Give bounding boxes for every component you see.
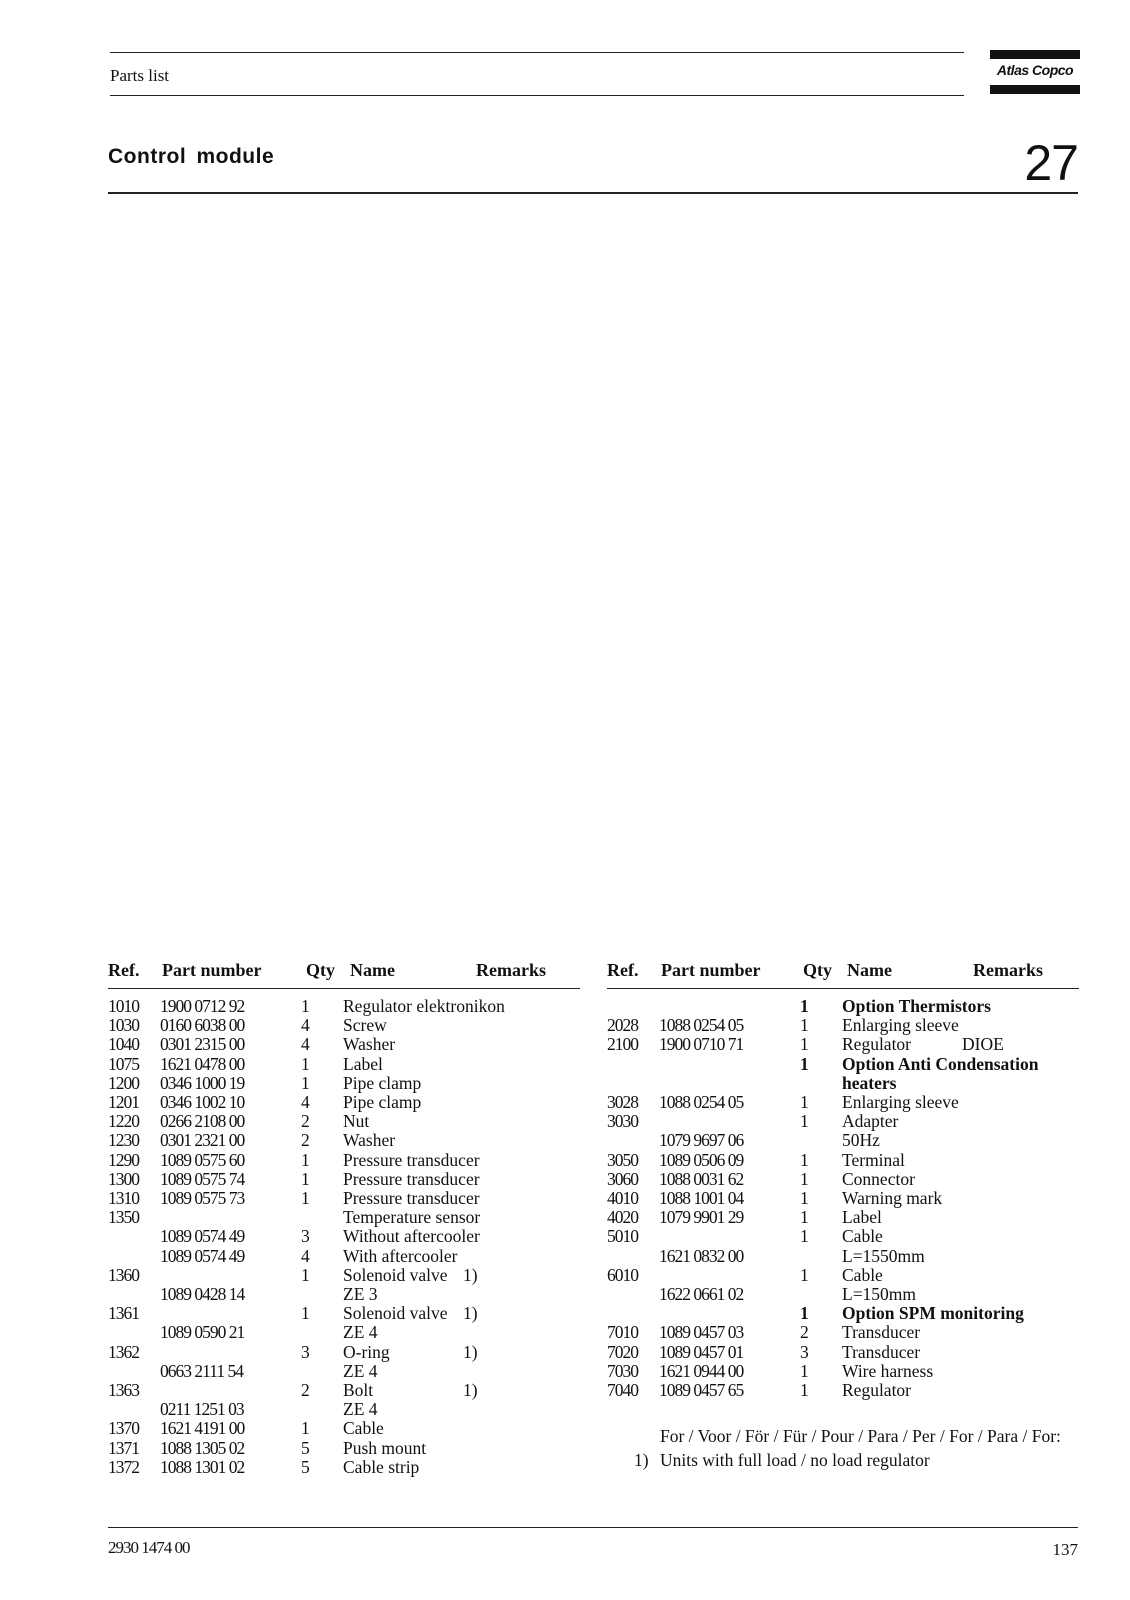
cell-name: Pipe clamp bbox=[343, 1072, 422, 1093]
cell-ref: 7010 bbox=[607, 1322, 638, 1343]
table-row bbox=[607, 1170, 1087, 1189]
cell-partnumber: 0160 6038 00 bbox=[160, 1015, 245, 1036]
cell-qty: 1 bbox=[800, 1053, 809, 1074]
cell-name: Regulator bbox=[842, 1380, 912, 1400]
logo-top-bar bbox=[990, 50, 1080, 59]
table-row bbox=[108, 1400, 588, 1419]
table-row bbox=[108, 1016, 588, 1035]
cell-partnumber: 1621 0944 00 bbox=[659, 1360, 744, 1381]
cell-ref: 1371 bbox=[108, 1437, 139, 1458]
cell-ref: 7020 bbox=[607, 1341, 638, 1362]
cell-ref: 3030 bbox=[607, 1111, 638, 1132]
table-row bbox=[607, 1247, 1087, 1266]
cell-ref: 3028 bbox=[607, 1092, 638, 1112]
table-row bbox=[108, 1323, 588, 1342]
cell-name: Pressure transducer bbox=[343, 1168, 480, 1189]
cell-name: Adapter bbox=[842, 1111, 899, 1132]
cell-qty: 1 bbox=[301, 1303, 310, 1324]
cell-qty: 1 bbox=[301, 1149, 310, 1170]
table-row bbox=[108, 1304, 588, 1323]
cell-ref: 6010 bbox=[607, 1264, 638, 1285]
cell-ref: 1075 bbox=[108, 1053, 139, 1074]
cell-qty: 1 bbox=[800, 1380, 809, 1400]
cell-partnumber: 1088 1305 02 bbox=[160, 1437, 245, 1458]
cell-partnumber: 1088 1301 02 bbox=[160, 1456, 245, 1477]
table-row bbox=[607, 1381, 1087, 1400]
cell-name: L=150mm bbox=[842, 1284, 917, 1304]
cell-qty: 4 bbox=[301, 1034, 310, 1055]
cell-ref: 7040 bbox=[607, 1380, 638, 1400]
col-header-qty: Qty bbox=[803, 960, 832, 980]
cell-qty: 3 bbox=[301, 1341, 310, 1362]
cell-ref: 1201 bbox=[108, 1092, 139, 1112]
footnote-for-text: For / Voor / För / Für / Pour / Para / Per / For / Para / For: bbox=[660, 1426, 1061, 1446]
cell-ref: 1362 bbox=[108, 1341, 139, 1362]
cell-name: Washer bbox=[343, 1130, 396, 1151]
cell-qty: 1 bbox=[800, 1015, 809, 1036]
page-title: Control module bbox=[108, 145, 275, 168]
col-header-partnumber: Part number bbox=[162, 960, 262, 980]
cell-ref: 1200 bbox=[108, 1072, 139, 1093]
cell-ref: 1290 bbox=[108, 1149, 139, 1170]
cell-qty: 1 bbox=[800, 1360, 809, 1381]
cell-name: Solenoid valve bbox=[343, 1264, 448, 1285]
cell-qty: 3 bbox=[800, 1341, 809, 1362]
table-row bbox=[108, 1419, 588, 1438]
table-row bbox=[108, 1285, 588, 1304]
cell-partnumber: 1621 4191 00 bbox=[160, 1418, 245, 1439]
cell-ref: 1360 bbox=[108, 1264, 139, 1285]
cell-name: Cable bbox=[343, 1418, 384, 1439]
cell-partnumber: 1622 0661 02 bbox=[659, 1284, 744, 1304]
cell-name: Nut bbox=[343, 1111, 370, 1132]
atlas-copco-logo bbox=[990, 50, 1080, 94]
table-row bbox=[108, 1112, 588, 1131]
cell-partnumber: 1088 1001 04 bbox=[659, 1188, 744, 1208]
cell-partnumber: 1900 0710 71 bbox=[659, 1034, 744, 1055]
cell-ref: 4010 bbox=[607, 1188, 638, 1208]
cell-partnumber: 0663 2111 54 bbox=[160, 1360, 243, 1381]
cell-remarks: DIOE bbox=[962, 1034, 1004, 1055]
cell-ref: 3060 bbox=[607, 1168, 638, 1189]
table-row bbox=[607, 997, 1087, 1016]
cell-partnumber: 1900 0712 92 bbox=[160, 996, 245, 1016]
cell-name: Push mount bbox=[343, 1437, 427, 1458]
cell-name: With aftercooler bbox=[343, 1245, 458, 1266]
section-number: 27 bbox=[1024, 135, 1078, 191]
table-row bbox=[607, 1035, 1087, 1054]
cell-name: Washer bbox=[343, 1034, 396, 1055]
cell-ref: 1040 bbox=[108, 1034, 139, 1055]
page-number: 137 bbox=[1052, 1540, 1078, 1559]
cell-ref: 1370 bbox=[108, 1418, 139, 1439]
cell-partnumber: 1089 0457 01 bbox=[659, 1341, 744, 1362]
cell-name: ZE 4 bbox=[343, 1322, 378, 1343]
table-row bbox=[607, 1227, 1087, 1246]
cell-partnumber: 1621 0478 00 bbox=[160, 1053, 245, 1074]
cell-partnumber: 1621 0832 00 bbox=[659, 1245, 744, 1266]
col-header-name: Name bbox=[350, 960, 395, 980]
table-row bbox=[108, 1074, 588, 1093]
table-row bbox=[108, 1151, 588, 1170]
cell-partnumber: 1089 0574 49 bbox=[160, 1226, 245, 1247]
cell-name: Cable strip bbox=[343, 1456, 420, 1477]
cell-partnumber: 1089 0428 14 bbox=[160, 1284, 245, 1304]
cell-qty: 1 bbox=[800, 1188, 809, 1208]
cell-name: Transducer bbox=[842, 1341, 921, 1362]
cell-ref: 2028 bbox=[607, 1015, 638, 1036]
cell-ref: 1030 bbox=[108, 1015, 139, 1036]
cell-ref: 1230 bbox=[108, 1130, 139, 1151]
col-header-qty: Qty bbox=[306, 960, 335, 980]
footnote-marker: 1) bbox=[634, 1450, 649, 1470]
cell-qty: 1 bbox=[800, 1149, 809, 1170]
cell-name: Screw bbox=[343, 1015, 387, 1036]
cell-qty: 1 bbox=[800, 1034, 809, 1055]
cell-ref: 1220 bbox=[108, 1111, 139, 1132]
cell-qty: 5 bbox=[301, 1456, 310, 1477]
cell-qty: 1 bbox=[800, 1207, 809, 1228]
cell-qty: 1 bbox=[301, 1188, 310, 1208]
cell-partnumber: 1088 0254 05 bbox=[659, 1092, 744, 1112]
header-bottom-rule bbox=[110, 95, 964, 96]
cell-ref: 1363 bbox=[108, 1380, 139, 1400]
cell-name: Wire harness bbox=[842, 1360, 934, 1381]
cell-name: Label bbox=[343, 1053, 383, 1074]
cell-partnumber: 1088 0254 05 bbox=[659, 1015, 744, 1036]
cell-name: Pressure transducer bbox=[343, 1188, 480, 1208]
cell-partnumber: 1089 0575 73 bbox=[160, 1188, 245, 1208]
cell-ref: 1361 bbox=[108, 1303, 139, 1324]
cell-name: Regulator bbox=[842, 1034, 912, 1055]
cell-name: Without aftercooler bbox=[343, 1226, 480, 1247]
table-row bbox=[108, 1362, 588, 1381]
cell-name: Cable bbox=[842, 1226, 883, 1247]
cell-partnumber: 0346 1002 10 bbox=[160, 1092, 245, 1112]
title-rule bbox=[108, 192, 1078, 194]
footnote-text: Units with full load / no load regulator bbox=[660, 1450, 930, 1470]
table-row bbox=[108, 1227, 588, 1246]
cell-partnumber: 0266 2108 00 bbox=[160, 1111, 245, 1132]
cell-remarks: 1) bbox=[463, 1341, 478, 1362]
footer-rule bbox=[108, 1527, 1078, 1528]
table-row bbox=[108, 1170, 588, 1189]
cell-partnumber: 1089 0574 49 bbox=[160, 1245, 245, 1266]
cell-qty: 2 bbox=[301, 1380, 310, 1400]
cell-name: Warning mark bbox=[842, 1188, 943, 1208]
cell-qty: 1 bbox=[301, 1264, 310, 1285]
cell-partnumber: 1089 0575 74 bbox=[160, 1168, 245, 1189]
table-row bbox=[108, 1055, 588, 1074]
cell-name: ZE 4 bbox=[343, 1360, 378, 1381]
cell-qty: 3 bbox=[301, 1226, 310, 1247]
table-header-rule bbox=[108, 988, 580, 989]
cell-partnumber: 1079 9901 29 bbox=[659, 1207, 744, 1228]
cell-name: Pressure transducer bbox=[343, 1149, 480, 1170]
table-header-rule bbox=[607, 988, 1079, 989]
header-label: Parts list bbox=[110, 66, 170, 85]
cell-name: Regulator elektronikon bbox=[343, 996, 505, 1016]
cell-ref: 5010 bbox=[607, 1226, 638, 1247]
table-row bbox=[108, 1208, 588, 1227]
cell-remarks: 1) bbox=[463, 1264, 478, 1285]
cell-name: Terminal bbox=[842, 1149, 905, 1170]
header-top-rule bbox=[110, 52, 964, 53]
cell-partnumber: 1088 0031 62 bbox=[659, 1168, 744, 1189]
cell-partnumber: 1089 0506 09 bbox=[659, 1149, 744, 1170]
cell-qty: 1 bbox=[800, 996, 809, 1016]
col-header-name: Name bbox=[847, 960, 892, 980]
cell-name: Connector bbox=[842, 1168, 915, 1189]
cell-ref: 1010 bbox=[108, 996, 139, 1016]
cell-ref: 1300 bbox=[108, 1168, 139, 1189]
cell-qty: 4 bbox=[301, 1245, 310, 1266]
cell-qty: 1 bbox=[800, 1264, 809, 1285]
cell-qty: 1 bbox=[800, 1303, 809, 1324]
cell-name: 50Hz bbox=[842, 1130, 880, 1151]
cell-qty: 4 bbox=[301, 1015, 310, 1036]
table-row bbox=[108, 1266, 588, 1285]
cell-qty: 1 bbox=[301, 996, 310, 1016]
table-row bbox=[108, 1093, 588, 1112]
cell-qty: 1 bbox=[301, 1053, 310, 1074]
cell-qty: 2 bbox=[800, 1322, 809, 1343]
cell-partnumber: 1089 0457 65 bbox=[659, 1380, 744, 1400]
cell-name: Option Thermistors bbox=[842, 996, 991, 1016]
cell-name: Bolt bbox=[343, 1380, 374, 1400]
table-row bbox=[607, 1112, 1087, 1131]
col-header-remarks: Remarks bbox=[973, 960, 1043, 980]
cell-qty: 2 bbox=[301, 1130, 310, 1151]
cell-qty: 1 bbox=[800, 1168, 809, 1189]
table-row bbox=[607, 1266, 1087, 1285]
cell-qty: 1 bbox=[800, 1092, 809, 1112]
table-row bbox=[108, 1247, 588, 1266]
cell-name: Solenoid valve bbox=[343, 1303, 448, 1324]
cell-name: ZE 3 bbox=[343, 1284, 378, 1304]
cell-qty: 2 bbox=[301, 1111, 310, 1132]
cell-name: Cable bbox=[842, 1264, 883, 1285]
col-header-ref: Ref. bbox=[607, 960, 639, 980]
cell-partnumber: 0346 1000 19 bbox=[160, 1072, 245, 1093]
cell-ref: 1310 bbox=[108, 1188, 139, 1208]
cell-ref: 7030 bbox=[607, 1360, 638, 1381]
col-header-partnumber: Part number bbox=[661, 960, 761, 980]
cell-name: Temperature sensor bbox=[343, 1207, 481, 1228]
table-row bbox=[607, 1343, 1087, 1362]
table-row bbox=[108, 1131, 588, 1150]
cell-qty: 1 bbox=[800, 1226, 809, 1247]
cell-name: Transducer bbox=[842, 1322, 921, 1343]
logo-text: Atlas Copco bbox=[996, 62, 1074, 78]
col-header-remarks: Remarks bbox=[476, 960, 546, 980]
table-row bbox=[607, 1208, 1087, 1227]
cell-ref: 3050 bbox=[607, 1149, 638, 1170]
col-header-ref: Ref. bbox=[108, 960, 140, 980]
cell-qty: 4 bbox=[301, 1092, 310, 1112]
cell-remarks: 1) bbox=[463, 1303, 478, 1324]
cell-partnumber: 1089 0590 21 bbox=[160, 1322, 245, 1343]
table-row bbox=[108, 997, 588, 1016]
table-row bbox=[108, 1458, 588, 1477]
table-row bbox=[607, 1323, 1087, 1342]
table-row bbox=[108, 1381, 588, 1400]
cell-name: Pipe clamp bbox=[343, 1092, 422, 1112]
table-row bbox=[607, 1285, 1087, 1304]
cell-name: Enlarging sleeve bbox=[842, 1092, 959, 1112]
table-row bbox=[607, 1151, 1087, 1170]
cell-partnumber: 0301 2321 00 bbox=[160, 1130, 245, 1151]
cell-remarks: 1) bbox=[463, 1380, 478, 1400]
cell-name: heaters bbox=[842, 1072, 897, 1093]
table-row bbox=[108, 1343, 588, 1362]
table-row bbox=[108, 1189, 588, 1208]
cell-partnumber: 0211 1251 03 bbox=[160, 1399, 244, 1420]
table-row bbox=[607, 1055, 1087, 1074]
cell-name: Enlarging sleeve bbox=[842, 1015, 959, 1036]
cell-qty: 1 bbox=[301, 1072, 310, 1093]
cell-partnumber: 1079 9697 06 bbox=[659, 1130, 744, 1151]
table-row bbox=[607, 1304, 1087, 1323]
cell-partnumber: 0301 2315 00 bbox=[160, 1034, 245, 1055]
table-row bbox=[607, 1131, 1087, 1150]
table-row bbox=[108, 1439, 588, 1458]
cell-name: O-ring bbox=[343, 1341, 390, 1362]
table-row bbox=[108, 1035, 588, 1054]
cell-qty: 1 bbox=[301, 1168, 310, 1189]
cell-partnumber: 1089 0575 60 bbox=[160, 1149, 245, 1170]
table-row bbox=[607, 1362, 1087, 1381]
cell-qty: 5 bbox=[301, 1437, 310, 1458]
cell-ref: 2100 bbox=[607, 1034, 638, 1055]
table-row bbox=[607, 1189, 1087, 1208]
cell-partnumber: 1089 0457 03 bbox=[659, 1322, 744, 1343]
cell-ref: 1372 bbox=[108, 1456, 139, 1477]
cell-ref: 4020 bbox=[607, 1207, 638, 1228]
cell-qty: 1 bbox=[800, 1111, 809, 1132]
table-row bbox=[607, 1074, 1087, 1093]
cell-name: Option SPM monitoring bbox=[842, 1303, 1024, 1324]
document-number: 2930 1474 00 bbox=[108, 1538, 190, 1557]
logo-bottom-bar bbox=[990, 85, 1080, 94]
cell-qty: 1 bbox=[301, 1418, 310, 1439]
cell-name: ZE 4 bbox=[343, 1399, 378, 1420]
cell-ref: 1350 bbox=[108, 1207, 139, 1228]
cell-name: Option Anti Condensation bbox=[842, 1053, 1039, 1074]
table-row bbox=[607, 1093, 1087, 1112]
table-row bbox=[607, 1016, 1087, 1035]
cell-name: L=1550mm bbox=[842, 1245, 925, 1266]
cell-name: Label bbox=[842, 1207, 882, 1228]
